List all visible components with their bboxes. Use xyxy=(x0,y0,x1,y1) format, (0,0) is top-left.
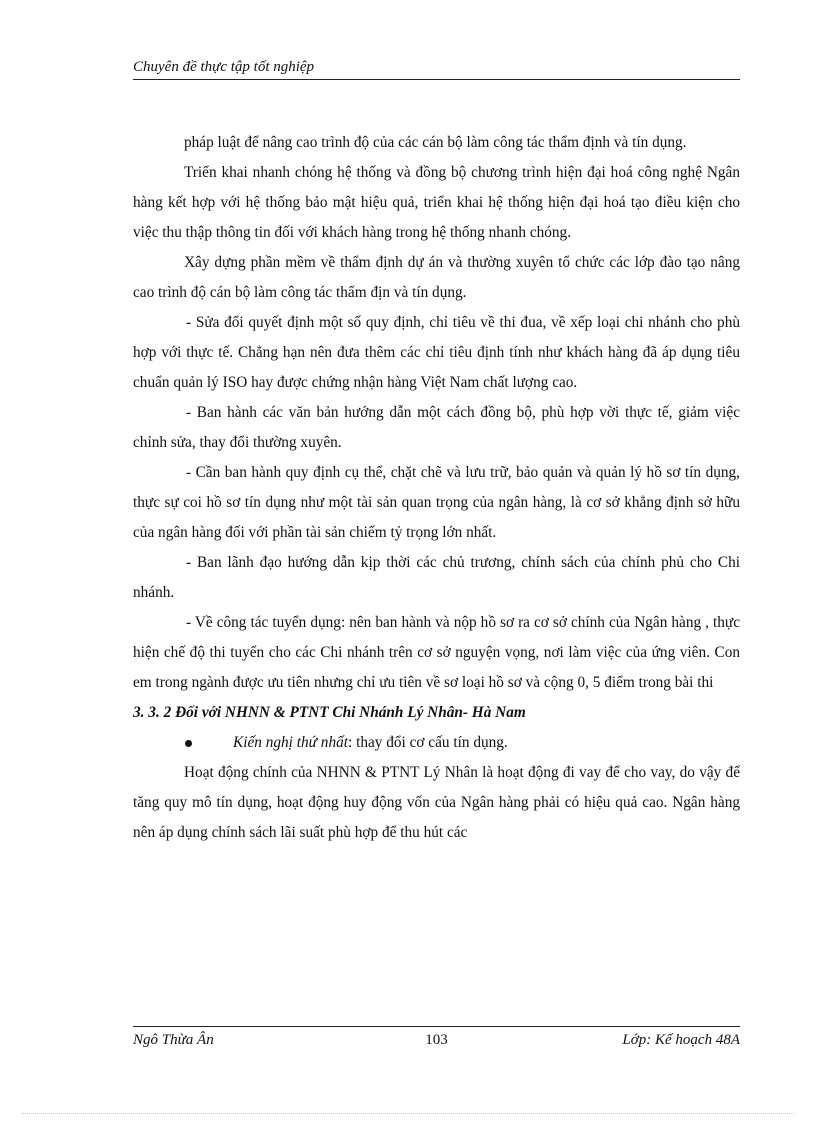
recommendation-item xyxy=(133,728,740,758)
recommendation-text: : thay đổi cơ cấu tín dụng. xyxy=(348,734,508,751)
dash-list-item: - Về công tác tuyển dụng: nên ban hành và nộp hồ sơ ra cơ sở chính của Ngân hàng , thực hiện chế độ thi tuyển cho các Chi nhánh trên cơ sở nguyện vọng, nơi làm việc của ứng viên. Con em trong ngành được ưu tiên nhưng chỉ ưu tiên về sơ loại hồ sơ và cộng 0, 5 điểm trong bài thi xyxy=(133,614,740,691)
paragraph: pháp luật để nâng cao trình độ của các cán bộ làm công tác thẩm định và tín dụng. xyxy=(184,134,687,151)
dash-list-item: - Sửa đổi quyết định một số quy định, chỉ tiêu về thi đua, về xếp loại chi nhánh cho phù hợp với thực tế. Chẳng hạn nên đưa thêm các chỉ tiêu định tính như khách hàng đã áp dụng tiêu chuẩn quản lý ISO hay được chứng nhận hàng Việt Nam chất lượng cao. xyxy=(133,314,740,391)
paragraph: Hoạt động chính của NHNN & PTNT Lý Nhân là hoạt động đi vay để cho vay, do vậy để tăng quy mô tín dụng, hoạt động huy động vốn của Ngân hàng phải có hiệu quả cao. Ngân hàng nên áp dụng chính sách lãi suất phù hợp để thu hút các xyxy=(133,764,740,841)
body-text xyxy=(133,128,740,848)
paragraph: Xây dựng phần mềm về thẩm định dự án và thường xuyên tổ chức các lớp đào tạo nâng cao trình độ cán bộ làm công tác thẩm địn và tín dụng. xyxy=(133,254,740,301)
page-edge-divider xyxy=(22,1113,794,1114)
dash-list-item: - Cần ban hành quy định cụ thể, chặt chẽ và lưu trữ, bảo quản và quản lý hồ sơ tín dụng, thực sự coi hồ sơ tín dụng như một tài sản quan trọng của ngân hàng, là cơ sở khẳng định sở hữu của ngân hàng đối với phần tài sản chiếm tỷ trọng lớn nhất. xyxy=(133,464,740,541)
footer-page-number: 103 xyxy=(425,1032,448,1048)
bullet-dot-icon xyxy=(185,740,192,747)
dash-list-item: - Ban hành các văn bản hướng dẫn một cách đồng bộ, phù hợp vời thực tế, giảm việc chỉnh sửa, thay đổi thường xuyên. xyxy=(133,404,740,451)
page-header xyxy=(133,55,740,80)
section-heading: 3. 3. 2 Đối với NHNN & PTNT Chi Nhánh Lý Nhân- Hà Nam xyxy=(133,704,526,721)
footer-author: Ngô Thừa Ân xyxy=(133,1032,214,1048)
header-title: Chuyên đề thực tập tốt nghiệp xyxy=(133,59,315,75)
footer-class: Lớp: Kế hoạch 48A xyxy=(622,1032,740,1048)
paragraph: Triển khai nhanh chóng hệ thống và đồng bộ chương trình hiện đại hoá công nghệ Ngân hàng kết hợp với hệ thống bảo mật hiệu quả, triển khai hệ thống hiện đại hoá tạo điều kiện cho việc thu thập thông tin đối với khách hàng trong hệ thống nhanh chóng. xyxy=(133,164,740,241)
recommendation-label: Kiến nghị thứ nhất xyxy=(233,734,348,751)
page-footer xyxy=(133,1026,740,1053)
dash-list-item: - Ban lãnh đạo hướng dẫn kịp thời các chủ trương, chính sách của chính phủ cho Chi nhánh. xyxy=(133,554,740,601)
